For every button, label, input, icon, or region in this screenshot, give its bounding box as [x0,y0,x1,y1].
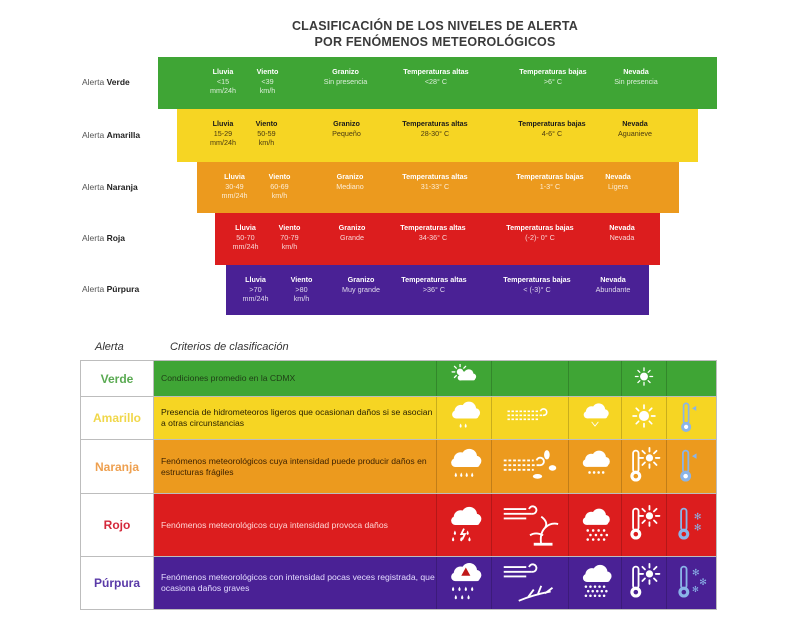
cell-label: Viento [255,119,278,128]
level-name: Amarillo [81,397,154,439]
table-row-rojo [81,493,716,556]
cell-unit: mm/24h [242,294,269,303]
cell-value: Abundante [595,284,631,294]
wind-leaves-icon [491,440,568,493]
band-cell-nevada [596,67,676,86]
cloud-hail-icon [568,440,621,493]
band-cell-temp_bajas [498,67,608,86]
band-cell-temp_bajas [485,223,595,242]
cell-value: 70-79 [280,232,299,242]
alert-label-1 [82,77,130,87]
band-cell-temp_bajas [482,275,592,294]
cell-value: Ligera [608,181,628,191]
svg-text:✻: ✻ [693,522,701,533]
cell-value: < (-3)° C [523,284,551,294]
criteria-text: Fenómenos meteorológicos cuya intensidad puede producir daños en estructuras frágiles [154,440,436,493]
band-cell-granizo [315,172,385,191]
cell-value: Aguanieve [618,128,652,138]
alert-prefix: Alerta [82,181,105,192]
cell-value: Sin presencia [614,76,658,86]
cold-thermometer-icon [666,440,716,493]
band-cell-viento [252,172,307,201]
cell-label: Lluvia [224,172,245,181]
sun-icon [621,397,666,439]
cell-unit: mm/24h [210,138,236,147]
sun-behind-cloud-icon [436,361,491,396]
band-cell-viento [274,275,329,304]
cell-label: Temperaturas altas [400,223,466,232]
svg-text:✻: ✻ [691,567,700,578]
cell-unit: mm/24h [232,242,259,251]
table-row-amarillo [81,396,716,439]
cell-value: Nevada [609,232,635,242]
cell-label: Temperaturas bajas [503,275,571,284]
band-cell-nevada [583,172,653,191]
title-line-1: CLASIFICACIÓN DE LOS NIVELES DE ALERTA [291,19,579,33]
band-cell-temp_altas [385,119,485,138]
cloud-heavy-hail-icon [568,557,621,609]
cell-value: Muy grande [342,284,380,294]
cloud-storm-icon [436,494,491,556]
table-header-alerta: Alerta [95,341,124,353]
table-row-naranja [81,439,716,493]
cell-label: Lluvia [235,223,256,232]
alert-prefix: Alerta [82,129,105,140]
cell-label: Viento [256,67,279,76]
alert-label-3 [82,182,138,192]
cell-unit: km/h [259,86,276,95]
fallen-tree-wind-icon [491,557,568,609]
cell-label: Granizo [336,172,364,181]
empty-icon-cell [568,361,621,396]
cell-value: <39 [261,76,274,86]
level-name: Naranja [81,440,154,493]
criteria-text: Condiciones promedio en la CDMX [154,361,436,396]
light-wind-icon [491,397,568,439]
cell-label: Granizo [333,119,360,128]
alert-band-rojo [215,213,660,265]
alert-label-2 [82,130,140,140]
cell-unit: mm/24h [221,191,248,200]
alert-prefix: Alerta [82,233,105,243]
alert-prefix: Alerta [82,77,105,87]
level-name: Verde [81,361,154,396]
band-cell-granizo [309,119,384,138]
cell-value: 15-29 [213,128,233,138]
cell-label: Temperaturas bajas [519,67,587,76]
title-line-2: POR FENÓMENOS METEOROLÓGICOS [314,35,556,49]
cell-label: Granizo [347,275,375,284]
cloud-light-rain-icon [436,397,491,439]
criteria-text: Presencia de hidrometeoros ligeros que ocasionan daños si se asocian a otras circunstancias [154,397,436,439]
alert-label-4 [82,233,125,243]
alert-band-naranja [197,162,679,213]
cold-thermometer-icon [666,397,716,439]
alert-band-amarillo [177,109,698,162]
cell-value: 34-36° C [418,232,448,242]
criteria-text: Fenómenos meteorológicos con intensidad pocas veces registrada, que ocasiona daños graves [154,557,436,609]
cell-label: Viento [290,275,313,284]
level-name: Rojo [81,494,154,556]
alert-level-name: Naranja [106,181,138,192]
band-cell-temp_altas [385,172,485,191]
hot-thermometer-icon [621,440,666,493]
band-cell-granizo [317,223,387,242]
cloud-small-hail-icon [568,397,621,439]
cell-label: Granizo [338,223,366,232]
cell-value: 31-33° C [420,181,450,191]
cell-value: Pequeño [332,128,361,138]
cell-value: 50-59 [257,128,276,138]
cell-value: >6° C [543,76,563,86]
cell-label: Nevada [600,275,626,284]
cell-label: Temperaturas altas [402,119,468,128]
table-row-purpura [81,556,716,609]
cell-label: Temperaturas altas [403,67,469,76]
cell-value: 28-30° C [420,128,450,138]
cell-unit: km/h [293,294,310,303]
svg-text:✻: ✻ [691,585,699,595]
svg-text:✻: ✻ [693,511,701,522]
alert-level-name: Púrpura [106,284,140,294]
criteria-table [80,360,717,610]
cell-unit: km/h [271,191,288,200]
cell-value: >70 [249,284,262,294]
band-cell-temp_bajas [497,119,607,138]
hot-thermometer-icon [621,557,666,609]
svg-text:✻: ✻ [698,576,707,587]
cell-label: Lluvia [212,67,234,76]
alert-band-purpura [226,265,649,315]
cell-value: 50-70 [236,232,255,242]
cell-label: Temperaturas altas [402,172,468,181]
band-cell-nevada [578,275,648,294]
cell-value: Grande [340,232,364,242]
cell-label: Viento [268,172,291,181]
cell-value: (-2)- 0° C [525,232,555,242]
cloud-rain-icon [436,440,491,493]
cell-label: Temperaturas bajas [506,223,574,232]
strong-wind-tree-icon [491,494,568,556]
empty-icon-cell [491,361,568,396]
cell-value: Sin presencia [323,76,368,86]
band-cell-temp_altas [383,223,483,242]
cell-label: Viento [278,223,301,232]
alert-level-name: Verde [106,77,130,87]
cell-value: >36° C [422,284,446,294]
cell-value: >80 [295,284,308,294]
cell-value: 30-49 [225,181,244,191]
alert-level-name: Roja [106,233,126,243]
cell-label: Temperaturas bajas [516,172,584,181]
table-row-verde [81,361,716,396]
infographic-title [260,18,610,50]
level-name: Púrpura [81,557,154,609]
band-cell-nevada [595,119,675,138]
alert-band-verde [158,57,717,109]
cell-label: Nevada [609,223,635,232]
heavy-snow-thermometer-icon [666,557,716,609]
cell-label: Lluvia [212,119,234,128]
hot-thermometer-icon [621,494,666,556]
cell-value: <15 [216,76,230,86]
band-cell-viento [262,223,317,252]
cell-label: Granizo [332,67,359,76]
table-header-criterios: Criterios de clasificación [170,341,289,353]
band-cell-viento [240,67,295,96]
cell-value: 1-3° C [539,181,561,191]
criteria-text: Fenómenos meteorológicos cuya intensidad provoca daños [154,494,436,556]
band-cell-temp_altas [384,275,484,294]
empty-icon-cell [666,361,716,396]
alert-label-5 [82,284,139,294]
band-cell-nevada [587,223,657,242]
band-cell-granizo [308,67,383,86]
cell-label: Temperaturas bajas [518,119,586,128]
sun-icon [621,361,666,396]
band-cell-temp_altas [386,67,486,86]
cell-unit: km/h [258,138,275,147]
snow-thermometer-icon [666,494,716,556]
cell-label: Lluvia [245,275,266,284]
alert-level-name: Amarilla [106,129,141,140]
cell-unit: km/h [281,242,298,251]
cell-value: <28° C [424,76,448,86]
cell-label: Nevada [623,67,649,76]
cloud-large-hail-icon [568,494,621,556]
cell-unit: mm/24h [210,86,236,95]
cell-value: Mediano [336,181,364,191]
cell-label: Temperaturas altas [401,275,467,284]
cloud-warning-storm-icon [436,557,491,609]
cell-label: Nevada [605,172,631,181]
cell-label: Nevada [622,119,648,128]
cell-value: 4-6° C [541,128,563,138]
band-cell-viento [239,119,294,148]
cell-value: 60-69 [270,181,289,191]
alert-prefix: Alerta [82,284,105,294]
